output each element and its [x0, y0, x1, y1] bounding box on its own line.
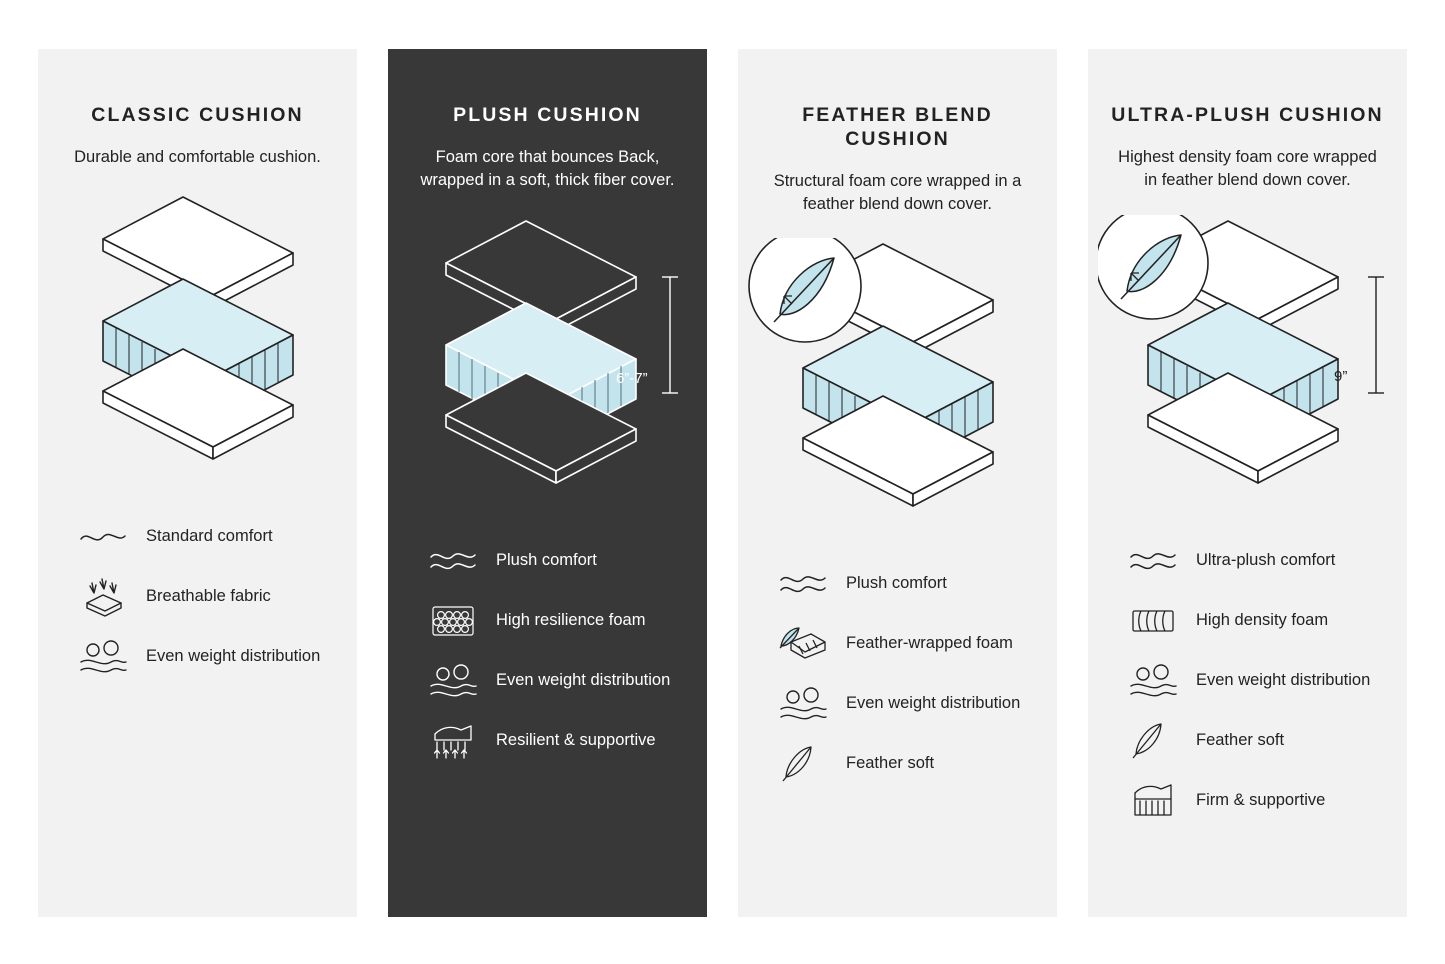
- feature-label: Firm & supportive: [1196, 790, 1326, 809]
- cushion-layers-diagram: [388, 215, 707, 515]
- feather-badge: [749, 238, 861, 342]
- dimension-label: 9”: [1334, 367, 1348, 385]
- wave-icon: [426, 548, 480, 574]
- feature-item: [1126, 599, 1407, 643]
- breathable-fabric-icon: [76, 577, 130, 617]
- feature-label: Feather-wrapped foam: [846, 634, 1013, 653]
- feature-item: [776, 742, 1057, 786]
- weight-distribution-icon: [1126, 662, 1180, 700]
- feature-label: Even weight distribution: [846, 694, 1021, 713]
- weight-distribution-icon: [426, 662, 480, 700]
- feature-item: [426, 719, 707, 763]
- dimension-indicator: [662, 277, 678, 393]
- feature-label: Even weight distribution: [1196, 670, 1371, 689]
- feature-label: Breathable fabric: [146, 587, 271, 606]
- feature-label: Feather soft: [1196, 730, 1285, 749]
- feature-item: [76, 575, 357, 619]
- card-title: PLUSH CUSHION: [453, 104, 642, 126]
- feather-badge: [1098, 215, 1208, 319]
- feature-label: Even weight distribution: [146, 647, 321, 666]
- feature-item: [426, 539, 707, 583]
- card-description: Highest density foam core wrapped in feather blend down cover.: [1118, 147, 1377, 190]
- feature-item: [1126, 719, 1407, 763]
- firm-support-icon: [1126, 781, 1180, 821]
- feature-item: [1126, 659, 1407, 703]
- feature-list: [1088, 539, 1407, 823]
- cushion-layers-diagram: [738, 238, 1057, 538]
- card-description: Foam core that bounces Back, wrapped in a soft, thick fiber cover.: [420, 147, 675, 190]
- weight-distribution-icon: [776, 685, 830, 723]
- feature-label: Plush comfort: [846, 574, 947, 593]
- feature-label: Ultra-plush comfort: [1196, 550, 1336, 569]
- card-title: CLASSIC CUSHION: [91, 104, 304, 126]
- feature-item: [1126, 539, 1407, 583]
- feature-label: Feather soft: [846, 754, 935, 773]
- feature-label: Standard comfort: [146, 527, 273, 546]
- feather-icon: [776, 743, 830, 785]
- card-plush-cushion: [388, 49, 707, 917]
- dimension-indicator: [1368, 277, 1384, 393]
- cushion-layers-diagram: [38, 191, 357, 491]
- feature-item: [776, 622, 1057, 666]
- resilient-support-icon: [426, 720, 480, 762]
- feature-list: [738, 562, 1057, 786]
- feature-label: Resilient & supportive: [496, 730, 656, 749]
- card-title: FEATHER BLEND CUSHION: [802, 104, 993, 150]
- dimension-label: 6”-7”: [616, 369, 648, 387]
- feature-item: [1126, 779, 1407, 823]
- weight-distribution-icon: [76, 638, 130, 676]
- feature-label: High density foam: [1196, 610, 1329, 629]
- feature-item: [776, 562, 1057, 606]
- card-description: Durable and comfortable cushion.: [74, 147, 321, 166]
- feature-label: Even weight distribution: [496, 670, 671, 689]
- card-feather-blend-cushion: [738, 49, 1057, 917]
- wave-icon: [776, 571, 830, 597]
- feature-item: [426, 659, 707, 703]
- feature-item: [776, 682, 1057, 726]
- feather-icon: [1126, 720, 1180, 762]
- feature-label: Plush comfort: [496, 550, 597, 569]
- card-classic-cushion: [38, 49, 357, 917]
- honeycomb-foam-icon: [426, 601, 480, 641]
- card-ultra-plush-cushion: [1088, 49, 1407, 917]
- feature-item: [76, 515, 357, 559]
- feature-item: [426, 599, 707, 643]
- wave-icon: [1126, 548, 1180, 574]
- wave-icon: [76, 526, 130, 548]
- feature-label: High resilience foam: [496, 610, 646, 629]
- feather-wrapped-foam-icon: [776, 624, 830, 664]
- cushion-layers-diagram: [1088, 215, 1407, 515]
- feature-list: [38, 515, 357, 679]
- feature-item: [76, 635, 357, 679]
- card-title: ULTRA-PLUSH CUSHION: [1111, 104, 1384, 126]
- card-description: Structural foam core wrapped in a feather blend down cover.: [773, 171, 1022, 213]
- high-density-foam-icon: [1126, 604, 1180, 638]
- feature-list: [388, 539, 707, 763]
